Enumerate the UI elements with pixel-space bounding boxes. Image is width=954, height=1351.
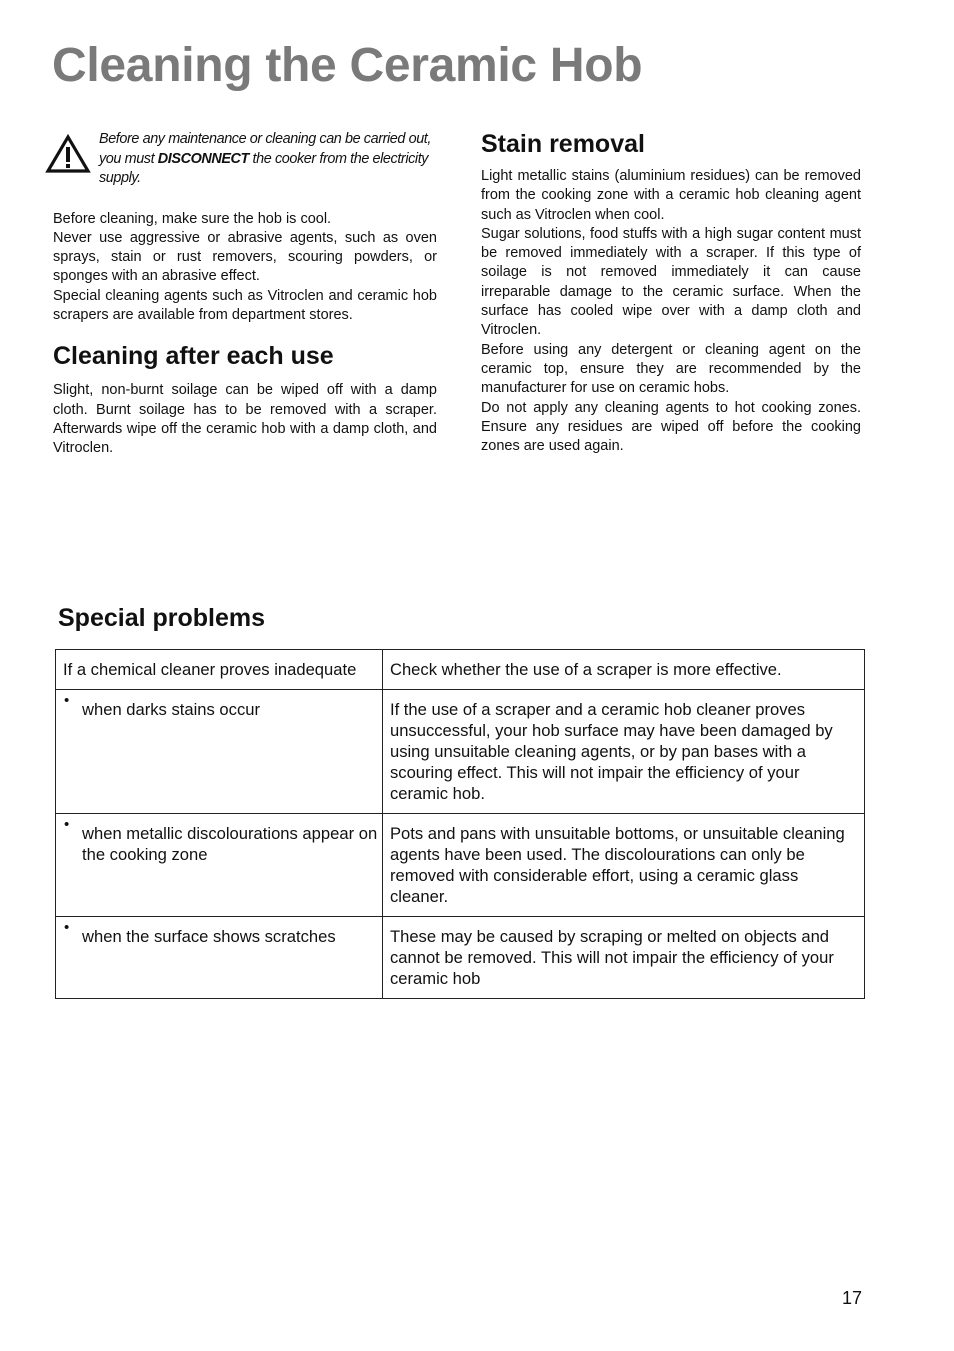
stain-paragraph: Before using any detergent or cleaning agent on the ceramic top, ensure they are recommended by the manufacturer for use on ceramic hobs. [481, 341, 861, 397]
intro-paragraph: Special cleaning agents such as Vitroclen and ceramic hob scrapers are available from department stores. [53, 287, 437, 323]
table-row [56, 650, 865, 690]
warning-triangle-icon [45, 134, 91, 174]
solution-cell: If the use of a scraper and a ceramic hob cleaner proves unsuccessful, your hob surface may have been damaged by using unsuitable cleaning agents, or by pan bases with a scouring effect. This will not impair the efficiency of your ceramic hob. [382, 690, 864, 814]
stain-paragraph: Do not apply any cleaning agents to hot cooking zones. Ensure any residues are wiped off before the cooking zones are used again. [481, 399, 861, 455]
stain-removal-heading: Stain removal [481, 130, 645, 158]
table-row [56, 814, 865, 917]
after-use-text: Slight, non-burnt soilage can be wiped off with a damp cloth. Burnt soilage has to be removed with a scraper. Afterwards wipe off the ceramic hob with a damp cloth, and Vitroclen. [53, 382, 437, 457]
intro-paragraph: Before cleaning, make sure the hob is cool. [53, 210, 332, 227]
page-title: Cleaning the Ceramic Hob [52, 39, 643, 92]
solution-cell: Pots and pans with unsuitable bottoms, or unsuitable cleaning agents have been used. The discolourations can only be removed with considerable effort, using a ceramic glass cleaner. [382, 814, 864, 917]
table-row [56, 917, 865, 999]
warning-emphasis: DISCONNECT [157, 150, 249, 167]
problem-cell: • when the surface shows scratches [56, 917, 383, 999]
special-problems-heading: Special problems [58, 604, 266, 632]
after-use-heading: Cleaning after each use [53, 342, 334, 371]
problem-cell: • when metallic discolourations appear on the cooking zone [56, 814, 383, 917]
problem-cell: If a chemical cleaner proves inadequate [56, 650, 383, 690]
stain-paragraph: Sugar solutions, food stuffs with a high sugar content must be removed immediately with a scraper. If this type of soilage is not removed immediately it can cause irreparable damage to the ceramic surface. When the surface has cooled wipe over with a damp cloth and Vitroclen. [481, 225, 861, 339]
solution-cell: These may be caused by scraping or melted on objects and cannot be removed. This will not impair the efficiency of your ceramic hob [382, 917, 864, 999]
table-row [56, 690, 865, 814]
right-column [481, 130, 861, 456]
safety-warning [53, 130, 437, 189]
solution-cell: Check whether the use of a scraper is more effective. [382, 650, 864, 690]
stain-paragraph: Light metallic stains (aluminium residues) can be removed from the cooking zone with a ceramic hob cleaning agent such as Vitroclen when cool. [481, 168, 861, 223]
warning-text: Before any maintenance or cleaning can be carried out, you must DISCONNECT the cooker from the electricity supply. [99, 131, 431, 186]
intro-paragraph: Never use aggressive or abrasive agents, such as oven sprays, stain or rust removers, scouring powders, or sponges with an abrasive effect. [53, 229, 437, 285]
page-number: 17 [842, 1288, 863, 1308]
problem-cell: • when darks stains occur [56, 690, 383, 814]
left-column [53, 130, 437, 458]
special-problems-table [55, 649, 865, 999]
